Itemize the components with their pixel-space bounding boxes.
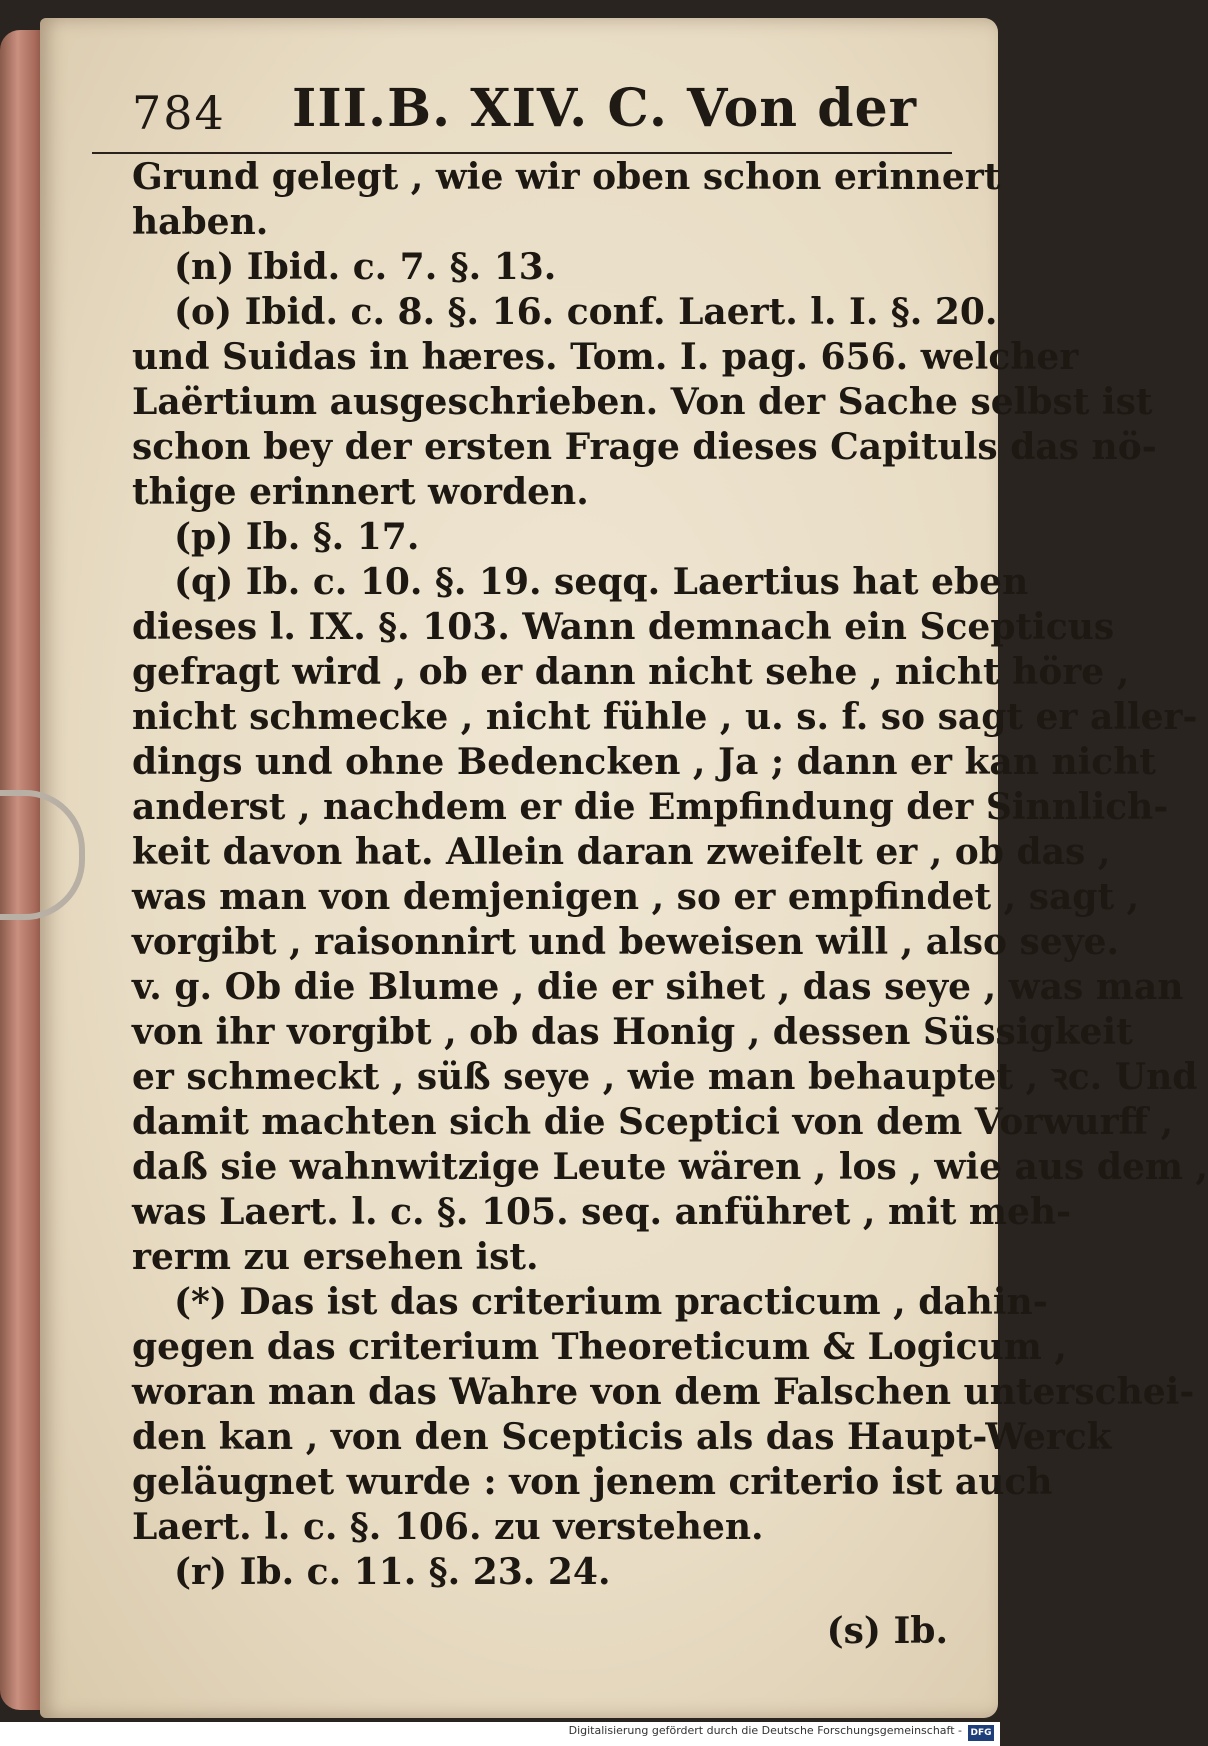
page-body [132, 155, 1208, 1654]
footer-credit: Digitalisierung gefördert durch die Deutsche Forschungsgemeinschaft - [568, 1724, 962, 1737]
page-number: 784 [132, 86, 226, 140]
catchword: (s) Ib. [826, 1610, 948, 1652]
footnote-r: (r) Ib. c. 11. §. 23. 24. [174, 1551, 611, 1593]
spacer [132, 1595, 962, 1609]
text-line: daß sie wahnwitzige Leute wären , los , wie aus dem , [132, 1146, 1208, 1188]
footnote-p: (p) Ib. §. 17. [174, 516, 420, 558]
text-line: woran man das Wahre von dem Falschen unterschei- [132, 1371, 1195, 1413]
text-line: von ihr vorgibt , ob das Honig , dessen Süssigkeit [132, 1011, 1133, 1053]
text-line: thige erinnert worden. [132, 471, 589, 513]
text-line: was man von demjenigen , so er empfindet , sagt , [132, 876, 1140, 918]
text-line: Laert. l. c. §. 106. zu verstehen. [132, 1506, 764, 1548]
text-line: geläugnet wurde : von jenem criterio ist auch [132, 1461, 1053, 1503]
dfg-logo-icon: DFG [968, 1725, 994, 1741]
text-line: anderst , nachdem er die Empfindung der Sinnlich- [132, 786, 1169, 828]
running-head: III.B. XIV. C. Von der [292, 78, 918, 139]
text-line: damit machten sich die Sceptici von dem Vorwurff , [132, 1101, 1174, 1143]
text-line: v. g. Ob die Blume , die er sihet , das seye , was man [132, 966, 1184, 1008]
text-line: er schmeckt , süß seye , wie man behauptet , ꝛc. Und [132, 1056, 1198, 1098]
text-line: Grund gelegt , wie wir oben schon erinnert [132, 156, 1001, 198]
page-header [92, 72, 952, 154]
text-line: was Laert. l. c. §. 105. seq. anführet , mit meh- [132, 1191, 1072, 1233]
digitization-footer [0, 1722, 1000, 1746]
footnote-n: (n) Ibid. c. 7. §. 13. [174, 246, 557, 288]
text-line: den kan , von den Scepticis als das Haupt-Werck [132, 1416, 1112, 1458]
text-line: schon bey der ersten Frage dieses Capituls das nö- [132, 426, 1157, 468]
text-line: Laërtium ausgeschrieben. Von der Sache selbst ist [132, 381, 1153, 423]
footnote-asterisk: (*) Das ist das criterium practicum , dahin- [174, 1281, 1048, 1323]
footnote-o: (o) Ibid. c. 8. §. 16. conf. Laert. l. I. §. 20. [174, 291, 998, 333]
text-line: gegen das criterium Theoreticum & Logicum , [132, 1326, 1067, 1368]
text-line: keit davon hat. Allein daran zweifelt er , ob das , [132, 831, 1111, 873]
text-line: nicht schmecke , nicht fühle , u. s. f. so sagt er aller- [132, 696, 1198, 738]
text-line: dings und ohne Bedencken , Ja ; dann er kan nicht [132, 741, 1157, 783]
text-line: dieses l. IX. §. 103. Wann demnach ein Scepticus [132, 606, 1115, 648]
footnote-q: (q) Ib. c. 10. §. 19. seqq. Laertius hat eben [174, 561, 1029, 603]
text-line: gefragt wird , ob er dann nicht sehe , nicht höre , [132, 651, 1130, 693]
text-line: vorgibt , raisonnirt und beweisen will , also seye. [132, 921, 1120, 963]
text-line: rerm zu ersehen ist. [132, 1236, 539, 1278]
text-line: und Suidas in hæres. Tom. I. pag. 656. welcher [132, 336, 1079, 378]
text-line: haben. [132, 201, 269, 243]
